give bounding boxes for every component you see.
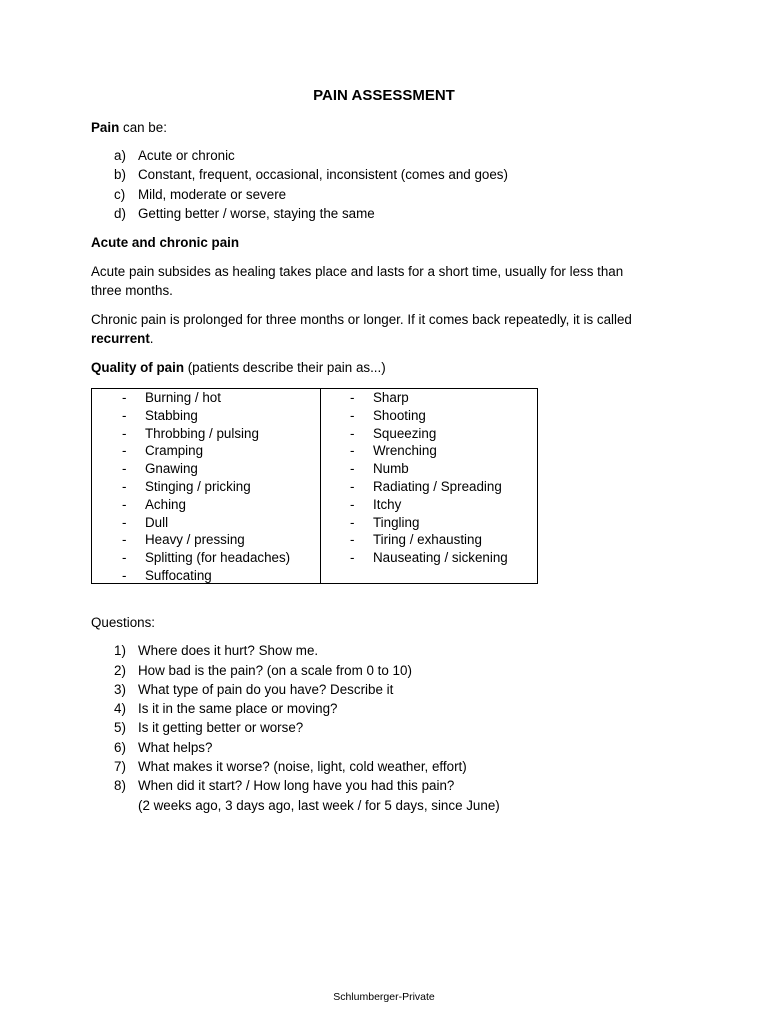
- quality-left-item: [122, 531, 245, 549]
- question-text: (2 weeks ago, 3 days ago, last week / for 5 days, since June): [138, 798, 500, 813]
- question-item: [114, 759, 467, 774]
- quality-right-text: Tiring / exhausting: [373, 532, 482, 547]
- question-text: What type of pain do you have? Describe it: [138, 682, 394, 697]
- pain-type-text: Acute or chronic: [138, 148, 235, 163]
- quality-right-item: [350, 514, 419, 532]
- quality-right-item: [350, 496, 401, 514]
- intro-bold: Pain: [91, 120, 120, 135]
- dash-marker: -: [350, 443, 355, 458]
- dash-marker: -: [350, 390, 355, 405]
- question-item: [114, 720, 303, 735]
- quality-table-divider: [320, 389, 321, 583]
- quality-right-item: [350, 425, 436, 443]
- quality-left-item: [122, 549, 290, 567]
- quality-right-text: Nauseating / sickening: [373, 550, 508, 565]
- dash-marker: -: [122, 550, 127, 565]
- dash-marker: -: [350, 515, 355, 530]
- acute-text-line1: Acute pain subsides as healing takes place and lasts for a short time, usually for less than: [91, 264, 624, 279]
- quality-right-item: [350, 478, 502, 496]
- quality-right-text: Radiating / Spreading: [373, 479, 502, 494]
- quality-left-text: Burning / hot: [145, 390, 221, 405]
- pain-type-item: [114, 148, 235, 163]
- quality-left-text: Splitting (for headaches): [145, 550, 291, 565]
- question-marker: 2): [114, 663, 126, 678]
- dash-marker: -: [122, 479, 127, 494]
- quality-left-item: [122, 425, 259, 443]
- pain-type-item: [114, 206, 375, 221]
- quality-heading-bold: Quality of pain: [91, 360, 184, 375]
- question-item: [114, 778, 454, 793]
- question-marker: 8): [114, 778, 126, 793]
- question-text: What makes it worse? (noise, light, cold weather, effort): [138, 759, 467, 774]
- dash-marker: -: [122, 497, 127, 512]
- quality-right-text: Tingling: [373, 515, 420, 530]
- intro-rest: can be:: [119, 120, 167, 135]
- dash-marker: -: [122, 532, 127, 547]
- dash-marker: -: [350, 532, 355, 547]
- quality-left-text: Aching: [145, 497, 186, 512]
- dash-marker: -: [122, 390, 127, 405]
- question-marker: 4): [114, 701, 126, 716]
- dash-marker: -: [122, 461, 127, 476]
- quality-left-item: [122, 478, 251, 496]
- dash-marker: -: [350, 479, 355, 494]
- question-text: How bad is the pain? (on a scale from 0 to 10): [138, 663, 412, 678]
- questions-heading: Questions:: [91, 615, 156, 630]
- chronic-text-line2: [91, 331, 154, 346]
- question-text: Is it in the same place or moving?: [138, 701, 338, 716]
- quality-left-text: Stinging / pricking: [145, 479, 251, 494]
- pain-type-item: [114, 187, 286, 202]
- question-item: [114, 701, 337, 716]
- dash-marker: -: [122, 426, 127, 441]
- quality-right-text: Wrenching: [373, 443, 437, 458]
- quality-right-item: [350, 531, 482, 549]
- question-item: [114, 740, 212, 755]
- dash-marker: -: [122, 568, 127, 583]
- quality-heading-rest: (patients describe their pain as...): [184, 360, 386, 375]
- pain-type-marker: d): [114, 206, 126, 221]
- quality-left-text: Dull: [145, 515, 169, 530]
- quality-left-item: [122, 389, 221, 407]
- dash-marker: -: [122, 443, 127, 458]
- quality-right-item: [350, 442, 437, 460]
- chronic-end: .: [149, 331, 154, 346]
- quality-left-text: Throbbing / pulsing: [145, 426, 259, 441]
- pain-type-item: [114, 167, 508, 182]
- quality-left-item: [122, 514, 168, 532]
- question-item: [114, 663, 412, 678]
- quality-left-text: Cramping: [145, 443, 204, 458]
- dash-marker: -: [350, 461, 355, 476]
- quality-right-item: [350, 407, 426, 425]
- question-marker: 6): [114, 740, 126, 755]
- dash-marker: -: [350, 408, 355, 423]
- quality-left-item: [122, 442, 203, 460]
- quality-left-text: Heavy / pressing: [145, 532, 245, 547]
- quality-right-text: Shooting: [373, 408, 426, 423]
- chronic-text-line1: Chronic pain is prolonged for three months or longer. If it comes back repeatedly, it is called: [91, 312, 632, 327]
- recurrent-term: recurrent: [91, 331, 150, 346]
- dash-marker: -: [122, 515, 127, 530]
- question-marker: 3): [114, 682, 126, 697]
- quality-right-text: Squeezing: [373, 426, 437, 441]
- quality-right-text: Itchy: [373, 497, 402, 512]
- question-text: When did it start? / How long have you had this pain?: [138, 778, 455, 793]
- pain-type-marker: b): [114, 167, 126, 182]
- question-item: [114, 682, 393, 697]
- quality-left-item: [122, 567, 212, 585]
- quality-table: [91, 388, 538, 584]
- quality-right-item: [350, 460, 409, 478]
- page-title: PAIN ASSESSMENT: [313, 87, 455, 104]
- pain-type-text: Getting better / worse, staying the same: [138, 206, 375, 221]
- question-marker: 1): [114, 643, 126, 658]
- quality-right-text: Sharp: [373, 390, 409, 405]
- quality-right-item: [350, 389, 409, 407]
- question-text: Where does it hurt? Show me.: [138, 643, 319, 658]
- question-item-continuation: [114, 798, 500, 813]
- footer-classification: Schlumberger-Private: [333, 991, 435, 1003]
- pain-type-marker: a): [114, 148, 126, 163]
- quality-left-item: [122, 407, 198, 425]
- pain-type-marker: c): [114, 187, 126, 202]
- question-marker: 7): [114, 759, 126, 774]
- pain-type-text: Constant, frequent, occasional, inconsistent (comes and goes): [138, 167, 508, 182]
- question-text: Is it getting better or worse?: [138, 720, 304, 735]
- dash-marker: -: [122, 408, 127, 423]
- quality-right-text: Numb: [373, 461, 409, 476]
- pain-type-text: Mild, moderate or severe: [138, 187, 287, 202]
- question-item: [114, 643, 318, 658]
- dash-marker: -: [350, 497, 355, 512]
- quality-left-item: [122, 460, 198, 478]
- question-text: What helps?: [138, 740, 213, 755]
- intro-line: [91, 120, 167, 135]
- quality-right-item: [350, 549, 508, 567]
- acute-text-line2: three months.: [91, 283, 173, 298]
- quality-heading: [91, 360, 386, 375]
- quality-left-text: Gnawing: [145, 461, 198, 476]
- dash-marker: -: [350, 550, 355, 565]
- dash-marker: -: [350, 426, 355, 441]
- question-marker: 5): [114, 720, 126, 735]
- quality-left-item: [122, 496, 186, 514]
- acute-heading: Acute and chronic pain: [91, 235, 240, 250]
- quality-left-text: Stabbing: [145, 408, 198, 423]
- quality-left-text: Suffocating: [145, 568, 212, 583]
